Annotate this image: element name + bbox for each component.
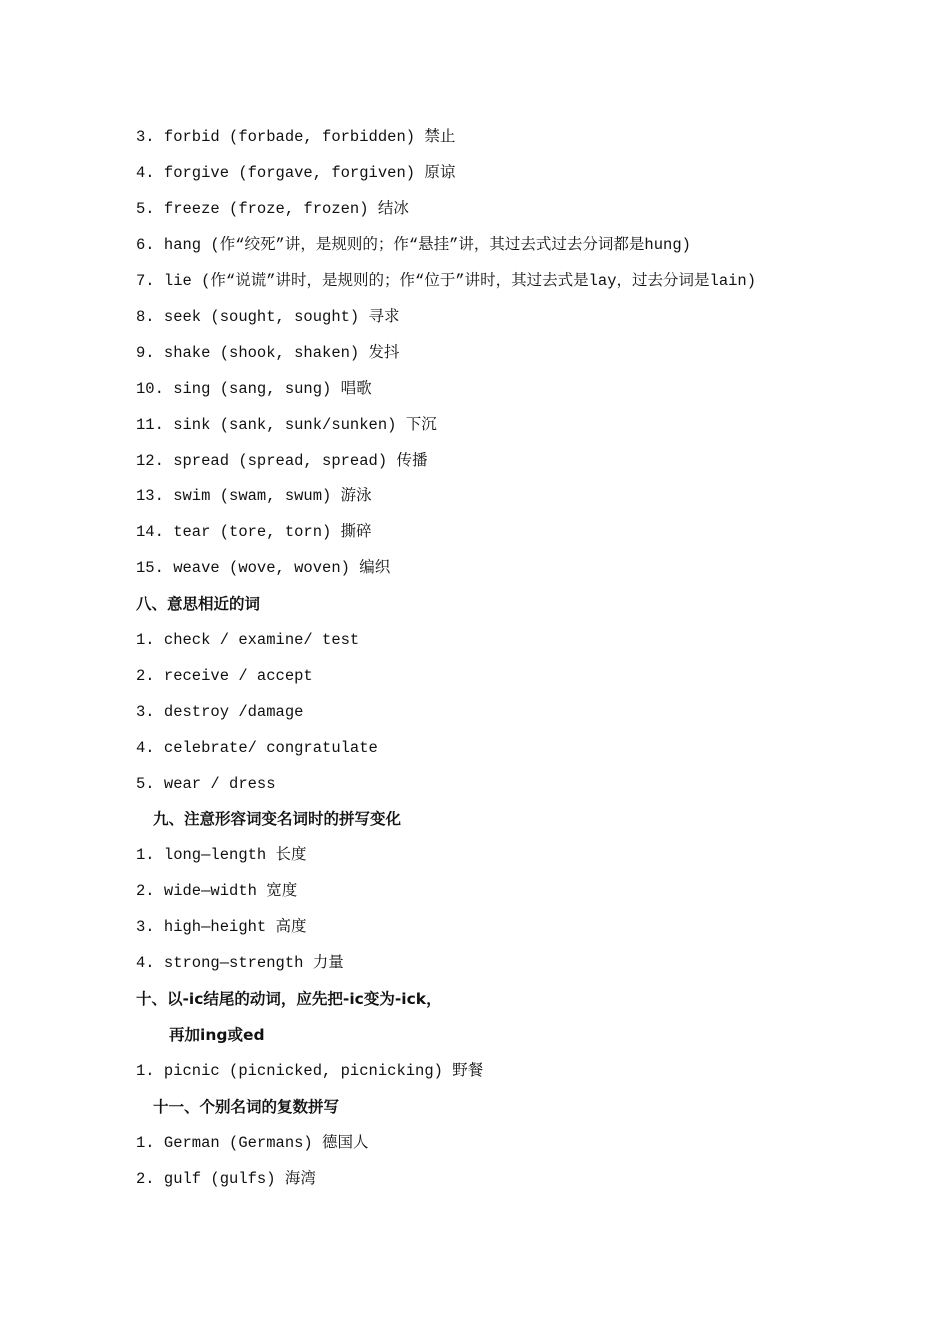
list-item: 4. celebrate/ congratulate <box>136 739 378 757</box>
list-item: 9. shake (shook, shaken) 发抖 <box>136 344 400 362</box>
list-item: 8. seek (sought, sought) 寻求 <box>136 308 400 326</box>
section-heading: 八、意思相近的词 <box>136 595 261 613</box>
section-heading: 十、以-ic结尾的动词，应先把-ic变为-ick， <box>136 990 442 1008</box>
list-item: 15. weave (wove, woven) 编织 <box>136 559 391 577</box>
list-item: 12. spread (spread, spread) 传播 <box>136 452 428 470</box>
list-item: 11. sink (sank, sunk/sunken) 下沉 <box>136 416 437 434</box>
list-item: 14. tear (tore, torn) 撕碎 <box>136 523 372 541</box>
list-item: 1. German (Germans) 德国人 <box>136 1134 369 1152</box>
section-heading: 九、注意形容词变名词时的拼写变化 <box>153 810 402 828</box>
list-item: 5. freeze (froze, frozen) 结冰 <box>136 200 409 218</box>
section-heading-continuation: 再加ing或ed <box>169 1026 265 1044</box>
list-item: 1. long—length 长度 <box>136 846 307 864</box>
list-item: 10. sing (sang, sung) 唱歌 <box>136 380 372 398</box>
list-item: 1. picnic (picnicked, picnicking) 野餐 <box>136 1062 484 1080</box>
list-item: 2. gulf (gulfs) 海湾 <box>136 1170 316 1188</box>
list-item: 3. high—height 高度 <box>136 918 307 936</box>
list-item: 4. forgive (forgave, forgiven) 原谅 <box>136 164 456 182</box>
list-item: 3. destroy /damage <box>136 703 304 721</box>
list-item: 5. wear / dress <box>136 775 276 793</box>
list-item: 13. swim (swam, swum) 游泳 <box>136 487 372 505</box>
list-item: 7. lie (作“说谎”讲时，是规则的；作“位于”讲时，其过去式是lay，过去分词是lain) <box>136 272 757 290</box>
list-item: 3. forbid (forbade, forbidden) 禁止 <box>136 128 456 146</box>
list-item: 2. wide—width 宽度 <box>136 882 298 900</box>
list-item: 2. receive / accept <box>136 667 313 685</box>
section-heading: 十一、个别名词的复数拼写 <box>153 1098 340 1116</box>
list-item: 6. hang (作“绞死”讲，是规则的；作“悬挂”讲，其过去式过去分词都是hung) <box>136 236 691 254</box>
list-item: 1. check / examine/ test <box>136 631 360 649</box>
list-item: 4. strong—strength 力量 <box>136 954 344 972</box>
